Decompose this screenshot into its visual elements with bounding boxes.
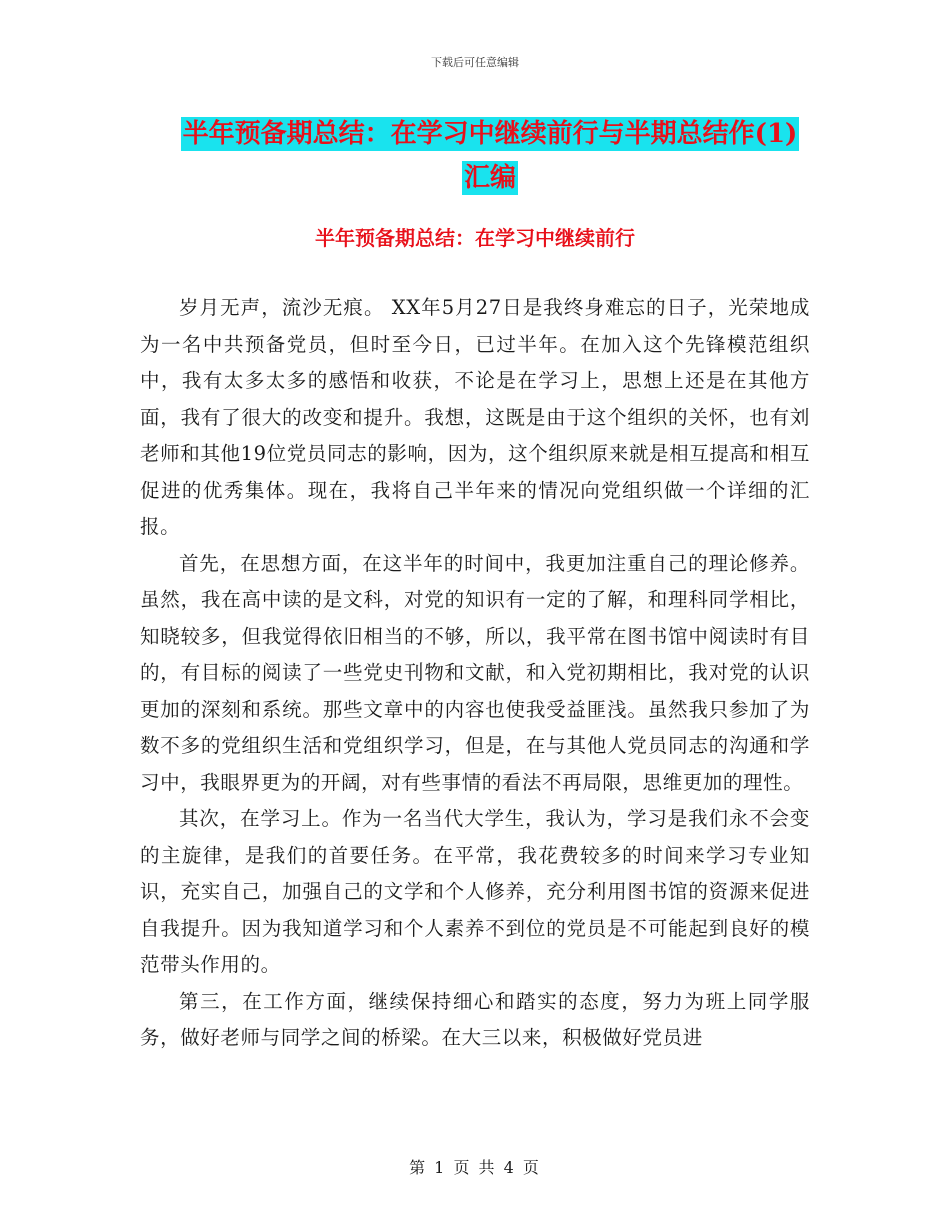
document-title-line-2: 汇编 <box>463 163 516 193</box>
section-title: 半年预备期总结：在学习中继续前行 <box>315 226 635 250</box>
paragraph-2: 首先，在思想方面，在这半年的时间中，我更加注重自己的理论修养。虽然，我在高中读的是文科，对党的知识有一定的了解，和理科同学相比，知晓较多，但我觉得依旧相当的不够，所以，我平常在图书馆中阅读时有目的，有目标的阅读了一些党史刊物和文献，和入党初期相比，我对党的认识更加的深刻和系统。那些文章中的内容也使我受益匪浅。虽然我只参加了为数不多的党组织生活和党组织学习，但是，在与其他人党员同志的沟通和学习中，我眼界更为的开阔，对有些事情的看法不再局限，思维更加的理性。 <box>140 551 810 794</box>
paragraph-1: 岁月无声，流沙无痕。 XX年5月27日是我终身难忘的日子，光荣地成为一名中共预备党员，但时至今日，已过半年。在加入这个先锋模范组织中，我有太多太多的感悟和收获，不论是在学习上，思想上还是在其他方面，我有了很大的改变和提升。我想，这既是由于这个组织的关怀，也有刘老师和其他19位党员同志的影响，因为，这个组织原来就是相互提高和相互促进的优秀集体。现在，我将自己半年来的情况向党组织做一个详细的汇报。 <box>140 296 810 538</box>
body-text <box>140 290 810 1057</box>
page-footer: 第 1 页 共 4 页 <box>409 1158 541 1177</box>
document-title-line-1: 半年预备期总结：在学习中继续前行与半期总结作(1) <box>182 119 798 149</box>
paragraph-3: 其次，在学习上。作为一名当代大学生，我认为，学习是我们永不会变的主旋律，是我们的首要任务。在平常，我花费较多的时间来学习专业知识，充实自己，加强自己的文学和个人修养，充分利用图书馆的资源来促进自我提升。因为我知道学习和个人素养不到位的党员是不可能起到良好的模范带头作用的。 <box>140 807 810 976</box>
header-note: 下载后可任意编辑 <box>431 56 519 69</box>
paragraph-4: 第三，在工作方面，继续保持细心和踏实的态度，努力为班上同学服务，做好老师与同学之间的桥梁。在大三以来，积极做好党员进 <box>140 989 810 1049</box>
document-title <box>140 112 840 200</box>
